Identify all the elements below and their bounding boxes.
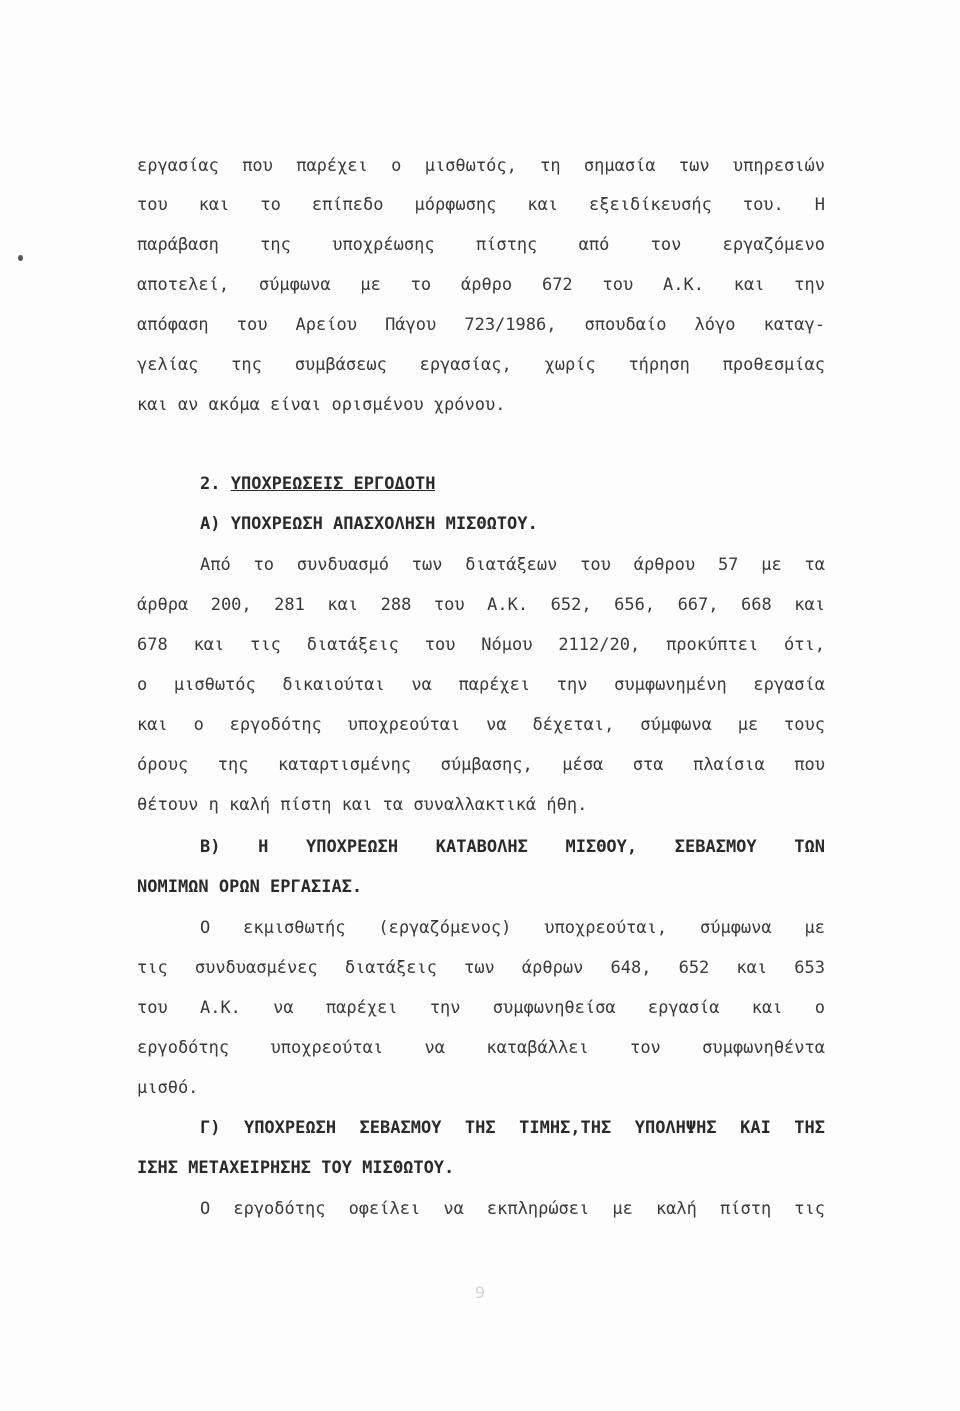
intro-line-4: αποτελεί, σύμφωνα με το άρθρο 672 του Α.Κ. και την [137, 275, 825, 295]
subsection-c-title-line-1: Γ) ΥΠΟΧΡΕΩΣΗ ΣΕΒΑΣΜΟΥ ΤΗΣ ΤΙΜΗΣ,ΤΗΣ ΥΠΟΛΗΨΗΣ ΚΑΙ ΤΗΣ [200, 1118, 825, 1138]
scan-speck [18, 255, 23, 261]
intro-line-6: γελίας της συμβάσεως εργασίας, χωρίς τήρηση προθεσμίας [137, 355, 825, 375]
subsection-b-title-line-1: Β) Η ΥΠΟΧΡΕΩΣΗ ΚΑΤΑΒΟΛΗΣ ΜΙΣΘΟΥ, ΣΕΒΑΣΜΟΥ ΤΩΝ [200, 837, 825, 857]
sub-b-line-3: του Α.Κ. να παρέχει την συμφωνηθείσα εργασία και ο [137, 998, 825, 1018]
sub-b-line-4: εργοδότης υποχρεούται να καταβάλλει τον συμφωνηθέντα [137, 1038, 825, 1058]
sub-b-line-1: Ο εκμισθωτής (εργαζόμενος) υποχρεούται, σύμφωνα με [200, 918, 825, 938]
subsection-c-title-line-2: ΙΣΗΣ ΜΕΤΑΧΕΙΡΗΣΗΣ ΤΟΥ ΜΙΣΘΩΤΟΥ. [137, 1158, 455, 1178]
section-number: 2. [200, 474, 221, 494]
section-heading [200, 469, 435, 499]
sub-a-line-3: 678 και τις διατάξεις του Νόμου 2112/20, προκύπτει ότι, [137, 635, 825, 655]
sub-a-line-1: Από το συνδυασμό των διατάξεων του άρθρου 57 με τα [200, 555, 825, 575]
sub-a-line-5: και ο εργοδότης υποχρεούται να δέχεται, σύμφωνα με τους [137, 715, 825, 735]
subsection-a-title: Α) ΥΠΟΧΡΕΩΣΗ ΑΠΑΣΧΟΛΗΣΗ ΜΙΣΘΩΤΟΥ. [200, 514, 538, 534]
sub-a-line-2: άρθρα 200, 281 και 288 του Α.Κ. 652, 656, 667, 668 και [137, 595, 825, 615]
sub-a-line-6: όρους της καταρτισμένης σύμβασης, μέσα στα πλαίσια που [137, 755, 825, 775]
sub-a-line-4: ο μισθωτός δικαιούται να παρέχει την συμφωνημένη εργασία [137, 675, 825, 695]
sub-c-line-1: Ο εργοδότης οφείλει να εκπληρώσει με καλή πίστη τις [200, 1199, 825, 1219]
intro-line-3: παράβαση της υποχρέωσης πίστης από τον εργαζόμενο [137, 235, 825, 255]
page-number: 9 [474, 1283, 486, 1302]
sub-b-line-2: τις συνδυασμένες διατάξεις των άρθρων 648, 652 και 653 [137, 958, 825, 978]
intro-line-5: απόφαση του Αρείου Πάγου 723/1986, σπουδαίο λόγο καταγ- [137, 315, 825, 335]
section-title: ΥΠΟΧΡΕΩΣΕΙΣ ΕΡΓΟΔΟΤΗ [230, 474, 436, 494]
intro-line-1: εργασίας που παρέχει ο μισθωτός, τη σημασία των υπηρεσιών [137, 156, 825, 176]
intro-line-2: του και το επίπεδο μόρφωσης και εξειδίκευσής του. Η [137, 195, 825, 215]
sub-a-line-7: θέτουν η καλή πίστη και τα συναλλακτικά ήθη. [137, 795, 588, 815]
subsection-b-title-line-2: ΝΟΜΙΜΩΝ ΟΡΩΝ ΕΡΓΑΣΙΑΣ. [137, 877, 363, 897]
intro-line-7: και αν ακόμα είναι ορισμένου χρόνου. [137, 395, 506, 415]
sub-b-line-5: μισθό. [137, 1078, 199, 1098]
